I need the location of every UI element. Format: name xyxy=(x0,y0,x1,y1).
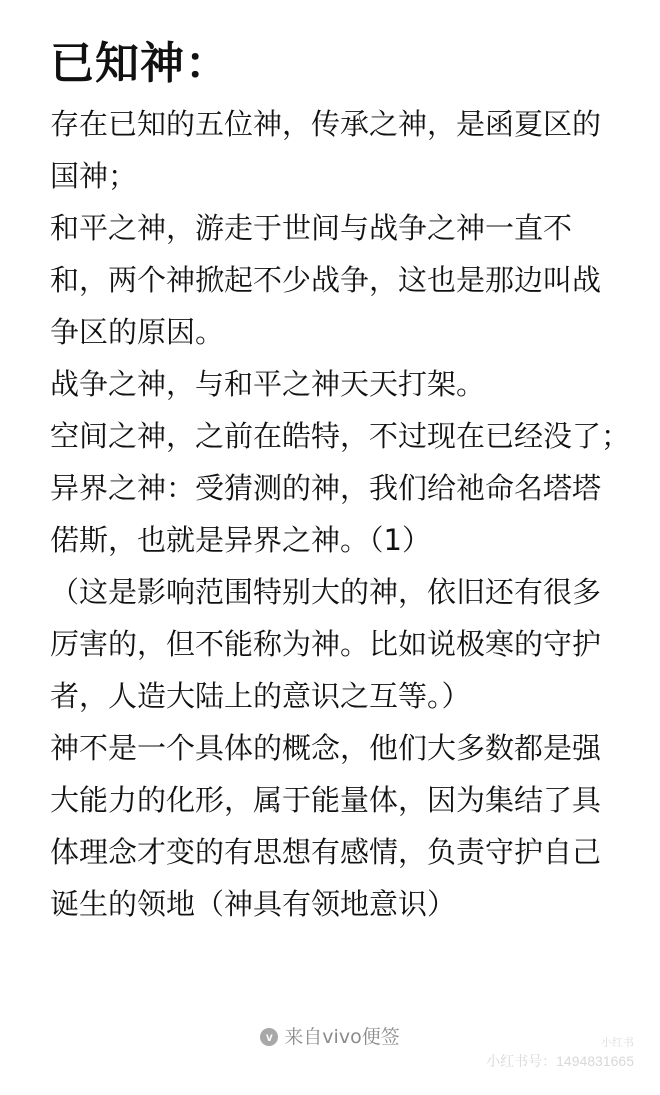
note-line: 和平之神，游走于世间与战争之神一直不 xyxy=(50,211,573,245)
watermark-text: 小红书号：1494831665 xyxy=(486,1053,634,1069)
note-line: （这是影响范围特别大的神，依旧还有很多 xyxy=(50,575,602,609)
note-content xyxy=(50,36,640,930)
note-line: 空间之神，之前在皓特，不过现在已经没了； xyxy=(50,419,631,453)
note-line: 战争之神，与和平之神天天打架。 xyxy=(50,367,486,401)
note-title: 已知神： xyxy=(50,38,230,89)
watermark xyxy=(486,1034,634,1070)
note-line: 体理念才变的有思想有感情，负责守护自己 xyxy=(50,835,602,869)
note-line: 异界之神：受猜测的神，我们给祂命名塔塔 xyxy=(50,471,602,505)
note-line: 神不是一个具体的概念，他们大多数都是强 xyxy=(50,731,602,765)
note-line: 厉害的，但不能称为神。比如说极寒的守护 xyxy=(50,627,602,661)
note-line: 大能力的化形，属于能量体，因为集结了具 xyxy=(50,783,602,817)
attribution-text: 来自vivo便签 xyxy=(284,1026,400,1048)
note-line: 和，两个神掀起不少战争，这也是那边叫战 xyxy=(50,263,602,297)
watermark-logo: 小红书 xyxy=(601,1037,634,1049)
note-line: 争区的原因。 xyxy=(50,315,225,349)
vivo-logo-icon: v xyxy=(260,1028,278,1046)
note-line: 国神； xyxy=(50,159,138,193)
note-line: 者，人造大陆上的意识之互等。） xyxy=(50,679,471,713)
note-line: 存在已知的五位神，传承之神，是函夏区的 xyxy=(50,107,602,141)
note-line: 偌斯，也就是异界之神。（1） xyxy=(50,523,431,557)
note-line: 诞生的领地（神具有领地意识） xyxy=(50,887,457,921)
